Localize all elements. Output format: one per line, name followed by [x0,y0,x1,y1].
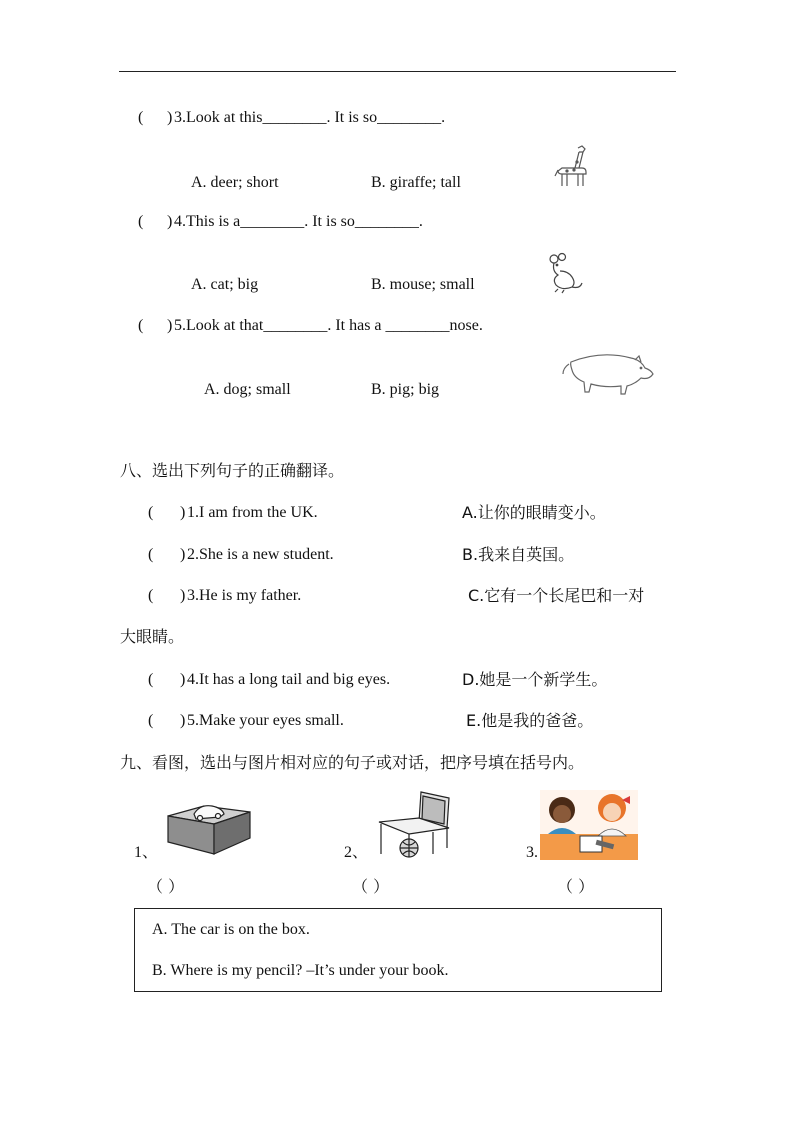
answer-paren-open[interactable]: ( [148,587,154,604]
chair-desk-ball-picture [377,788,453,858]
question-stem: 5.Look at that________. It has a ________nose. [174,317,483,334]
section8-title: 八、选出下列句子的正确翻译。 [120,461,345,480]
answer-paren-close: ) [180,671,186,688]
answer-paren-open[interactable]: ( [148,504,154,521]
sentence: 4.It has a long tail and big eyes. [187,671,391,688]
answer-paren-close: ) [180,587,186,604]
pig-picture [561,350,655,396]
translation-option: A.让你的眼睛变小。 [462,503,606,522]
answer-paren-open[interactable]: ( [138,109,144,126]
question-stem: 3.Look at this________. It is so________. [174,109,446,126]
answer-paren-open[interactable]: ( [148,671,154,688]
answer-blank[interactable]: （ ） [147,877,185,896]
answer-blank[interactable]: （ ） [352,877,390,896]
header-rule [119,71,676,72]
answer-paren-open[interactable]: ( [148,546,154,563]
car-on-box-picture [164,796,254,860]
translation-option: C.它有一个长尾巴和一对 [468,586,645,605]
answer-blank[interactable]: （ ） [557,877,595,896]
sentence: 1.I am from the UK. [187,504,318,521]
choice-a: A. The car is on the box. [152,921,310,938]
picture-number: 2、 [344,844,369,861]
answer-paren-open[interactable]: ( [138,213,144,230]
translation-option: E.他是我的爸爸。 [466,711,594,730]
option-b: B. pig; big [371,381,440,398]
option-b: B. giraffe; tall [371,174,461,191]
answer-paren-close: ) [167,317,173,334]
option-b: B. mouse; small [371,276,475,293]
answer-paren-close: ) [167,213,173,230]
giraffe-picture [552,144,596,188]
choice-b: B. Where is my pencil? –It’s under your book. [152,962,449,979]
sentence: 2.She is a new student. [187,546,334,563]
question-stem: 4.This is a________. It is so________. [174,213,423,230]
answer-paren-open[interactable]: ( [148,712,154,729]
answer-paren-close: ) [180,504,186,521]
option-a: A. dog; small [204,381,291,398]
translation-option: D.她是一个新学生。 [462,670,608,689]
answer-paren-close: ) [180,546,186,563]
translation-wrap-line: 大眼睛。 [120,627,185,646]
sentence: 3.He is my father. [187,587,302,604]
picture-number: 3. [526,844,538,861]
mouse-picture [546,251,584,293]
option-a: A. cat; big [191,276,259,293]
answer-paren-open[interactable]: ( [138,317,144,334]
sentence: 5.Make your eyes small. [187,712,344,729]
picture-number: 1、 [134,844,159,861]
option-a: A. deer; short [191,174,279,191]
translation-option: B.我来自英国。 [462,545,575,564]
children-pencil-picture [540,790,638,860]
answer-paren-close: ) [167,109,173,126]
answer-paren-close: ) [180,712,186,729]
section9-title: 九、看图，选出与图片相对应的句子或对话，把序号填在括号内。 [120,753,585,772]
